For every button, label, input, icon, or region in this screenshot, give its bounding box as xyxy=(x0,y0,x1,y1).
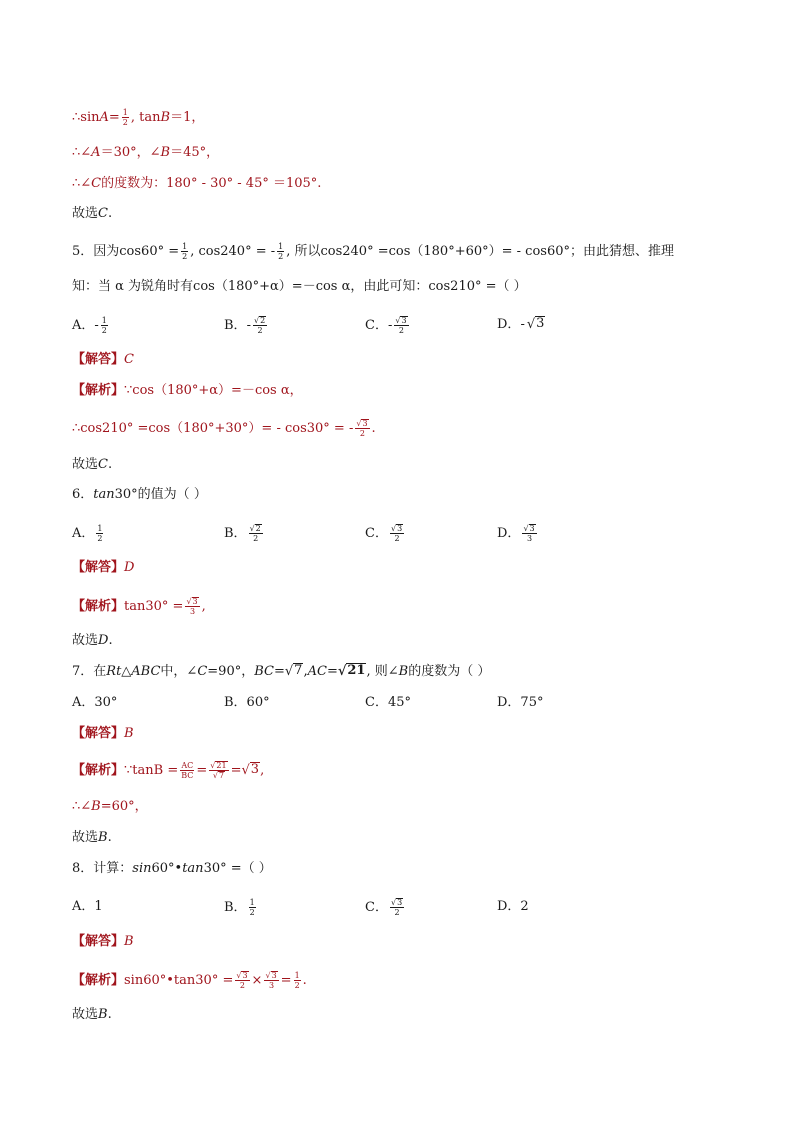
q8-stem: 8．计算： sin 60°• tan 30° =（ ） xyxy=(72,861,272,876)
text: ＝1， xyxy=(170,109,205,125)
q7-option-c: C．45° xyxy=(365,695,411,710)
q6-option-b: B． √ 2 2 xyxy=(224,524,261,544)
prev-select-line: 故选 C . xyxy=(72,206,113,221)
q6-option-a: A． $\frac{1}{2}$ xyxy=(72,524,103,543)
q8-option-c: C． √ 3 2 xyxy=(365,898,403,918)
q5-stem-line-2: 知：当 α 为锐角时有cos（180°+α）=－cos α，由此可知：cos210° =（ ） xyxy=(72,279,527,294)
q7-stem: 7．在 Rt△ABC 中，∠ C =90°， BC = √ 7 , AC = √ 21 , 则∠ B 的度数为（ ） xyxy=(72,663,491,679)
q5-analysis-line-2: ∴cos210° =cos（180°+30°）= - cos30° = - √ 3 2 . xyxy=(72,419,376,439)
q5-select: 故选 C . xyxy=(72,457,113,472)
q5-stem-line-1: 5．因为cos60° = $\frac{1}{2}$ , cos240° = - $\frac{1}{2}$ , 所以cos240° =cos（180°+60°）= - cos60°；由此猜想、推理 xyxy=(72,242,674,261)
q6-option-d: D． √ 3 3 xyxy=(497,524,535,544)
q6-answer: 【解答】 D xyxy=(72,560,135,575)
text: A xyxy=(99,109,109,125)
q8-option-a: A．1 xyxy=(72,899,103,914)
q7-select: 故选 B . xyxy=(72,830,112,845)
prev-solution-line-2: ∴∠ A ＝30°，∠ B ＝45°， xyxy=(72,145,220,160)
q5-answer: 【解答】 C xyxy=(72,352,134,367)
q8-analysis: 【解析】 sin60°•tan30° = √ 3 2 × √ 3 3 = $\frac{1}{2}$ . xyxy=(72,971,307,991)
q5-analysis-line-1: 【解析】 ∵cos（180°+α）=－cos α， xyxy=(72,383,303,398)
text: ∴sin xyxy=(72,109,100,125)
text: = xyxy=(108,109,120,125)
q7-option-d: D．75° xyxy=(497,695,544,710)
q5-option-c: C． - √ 3 2 xyxy=(365,316,407,336)
q8-answer: 【解答】 B xyxy=(72,934,134,949)
q8-option-d: D．2 xyxy=(497,899,529,914)
q8-select: 故选 B . xyxy=(72,1007,112,1022)
q5-option-b: B． - √ 2 2 xyxy=(224,316,266,336)
text: , tan xyxy=(130,109,161,125)
q6-stem: 6． tan 30°的值为（ ） xyxy=(72,487,207,502)
q6-analysis: 【解析】 tan30° = √ 3 3 , xyxy=(72,597,206,617)
prev-solution-line-3: ∴∠ C 的度数为：180° - 30° - 45° ＝105°. xyxy=(72,176,322,191)
q7-answer: 【解答】 B xyxy=(72,726,134,741)
q6-option-c: C． √ 3 2 xyxy=(365,524,403,544)
q7-option-a: A．30° xyxy=(72,695,118,710)
fraction: $\frac{1}{2}$ xyxy=(182,242,188,261)
q7-analysis: 【解析】 ∵tanB = $\frac{AC}{BC}$ = √ 21 √ 7 = √ 3 , xyxy=(72,761,265,781)
text: B xyxy=(160,109,171,125)
q5-option-a: A． - $\frac{1}{2}$ xyxy=(72,316,107,335)
fraction: $\frac{1}{2}$ xyxy=(122,108,128,127)
q8-option-b: B． $\frac{1}{2}$ xyxy=(224,898,255,917)
prev-solution-line-1 xyxy=(72,108,204,127)
q7-option-b: B．60° xyxy=(224,695,270,710)
q5-option-d: D． - √ 3 xyxy=(497,316,545,332)
q7-analysis-line-2: ∴∠ B =60°， xyxy=(72,799,148,814)
q6-select: 故选 D . xyxy=(72,633,113,648)
fraction: $\frac{1}{2}$ xyxy=(278,242,284,261)
